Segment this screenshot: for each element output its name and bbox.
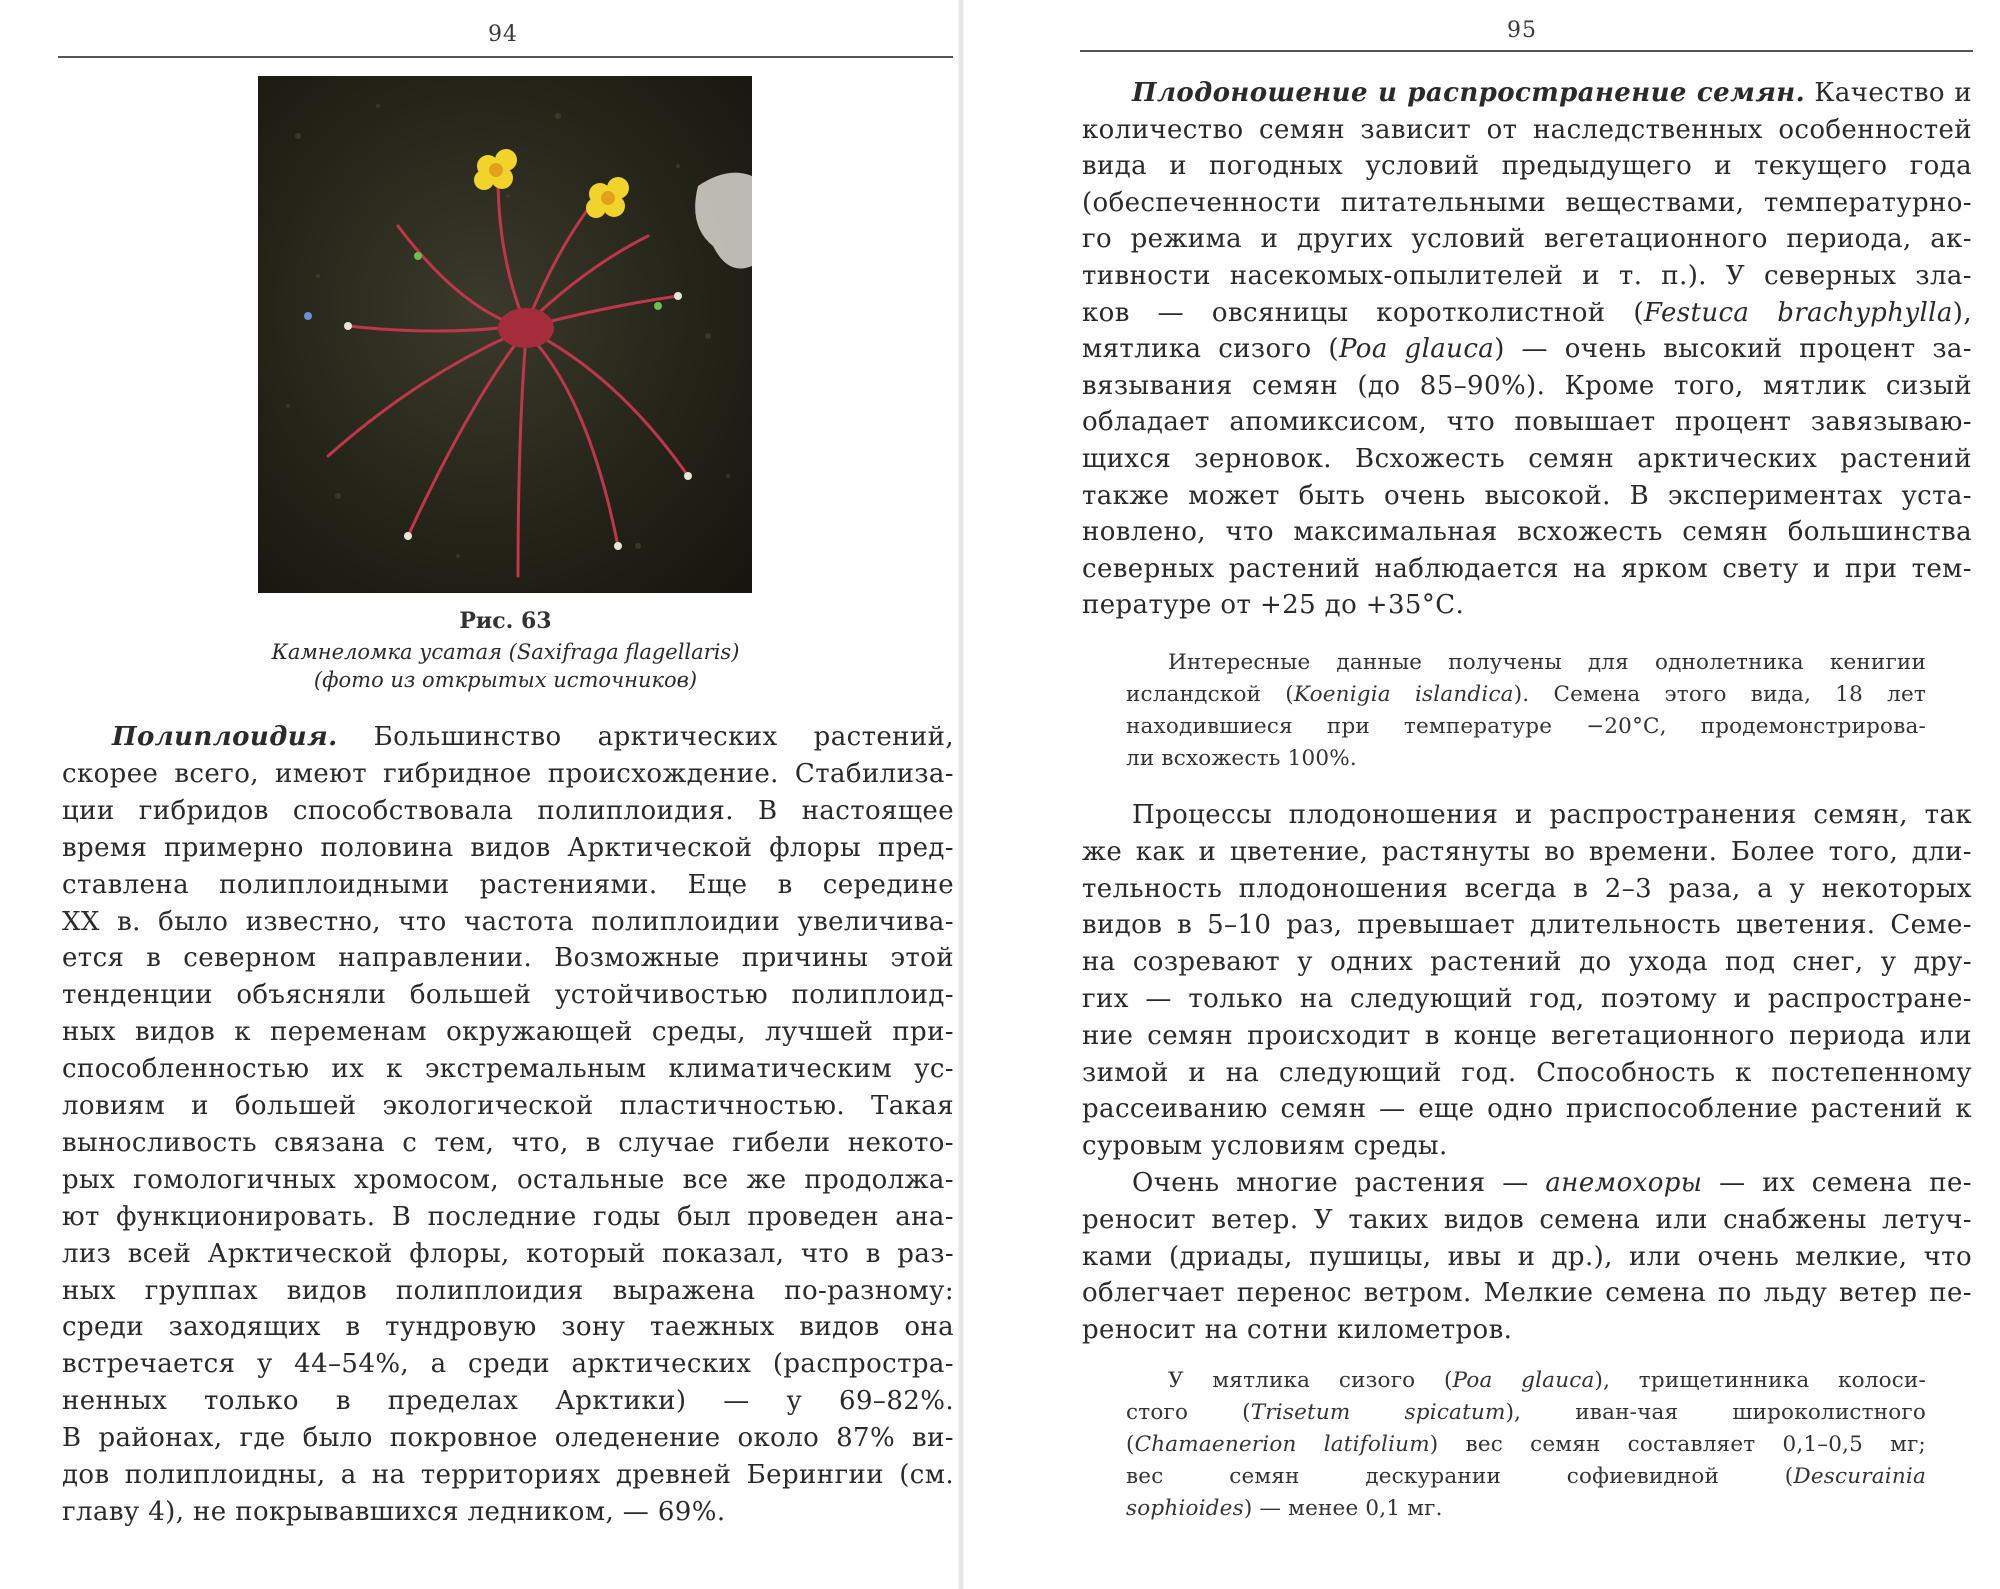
text-run: ) — очень высокий процент за- (1494, 334, 1972, 365)
seed-dispersal-paragraph-line (1082, 1021, 1972, 1051)
fruiting-paragraph-line (1082, 444, 1972, 474)
polyploidy-paragraph-line (62, 1497, 954, 1527)
text-run: ных видов к переменам окружающей среды, лучшей при- (62, 1017, 954, 1048)
text-run: ( (1126, 1432, 1135, 1457)
text-run: скорее всего, имеют гибридное происхождение. Стабилиза- (62, 758, 954, 789)
polyploidy-paragraph-line (62, 1128, 954, 1158)
latin-term: Festuca brachyphylla (1643, 297, 1953, 328)
text-run: ется в северном направлении. Возможные причины этой (62, 943, 954, 974)
caption-prefix: Камнеломка усатая ( (271, 640, 517, 664)
caption-latin: Saxifraga flagellaris (516, 640, 732, 664)
text-run: рассеиванию семян — еще одно приспособление растений к (1082, 1094, 1972, 1125)
fruiting-paragraph-line (1082, 115, 1972, 145)
anemochory-paragraph-line (1082, 1315, 1972, 1345)
polyploidy-paragraph-line (62, 833, 954, 863)
text-run: лиз всей Арктической флоры, который показал, что в раз- (62, 1238, 954, 1269)
koenigia-note-line (1126, 714, 1926, 739)
text-run: ) — менее 0,1 мг. (1243, 1496, 1443, 1521)
seed-dispersal-paragraph-line (1132, 800, 1972, 830)
seed-dispersal-paragraph-line (1082, 1131, 1972, 1161)
text-run: тивности насекомых-опылителей и т. п.). У северных зла- (1082, 261, 1972, 291)
seed-weight-note-line (1126, 1400, 1926, 1425)
anemochory-paragraph-line (1082, 1205, 1972, 1235)
anemochory-paragraph-line (1132, 1168, 1972, 1198)
polyploidy-paragraph-line (62, 759, 954, 789)
text-run: ками (дриады, пушицы, ивы и др.), или очень мелкие, что (1082, 1241, 1972, 1272)
fruiting-paragraph-line (1082, 334, 1972, 364)
polyploidy-paragraph-line (62, 1312, 954, 1342)
figure-credit: (фото из открытых источников) (313, 668, 698, 692)
header-rule-right (1080, 50, 1973, 52)
text-run: вес семян дескурании софиевидной ( (1126, 1464, 1794, 1489)
text-run: исландской ( (1126, 682, 1294, 707)
header-rule-left (58, 56, 953, 58)
text-run: реносит ветер. У таких видов семена или снабжены летуч- (1082, 1204, 1972, 1235)
fruiting-paragraph-line (1082, 554, 1972, 584)
fruiting-paragraph-line (1082, 188, 1972, 218)
fruiting-paragraph-line (1082, 151, 1972, 181)
page-number-right: 95 (1507, 18, 1537, 43)
polyploidy-paragraph-line (62, 1423, 954, 1453)
run-in-heading: Плодоношение и распространение семян. (1132, 78, 1806, 108)
text-run: реносит на сотни километров. (1082, 1315, 1513, 1346)
koenigia-note-line (1168, 650, 1926, 675)
text-run: новлено, что максимальная всхожесть семян большинства (1082, 517, 1972, 548)
latin-term: Trisetum spicatum (1250, 1400, 1506, 1425)
text-run: щихся зерновок. Всхожесть семян арктических растений (1082, 444, 1972, 474)
polyploidy-paragraph-line (62, 907, 954, 937)
text-run: тельность плодоношения всегда в 2–3 раза, а у некоторых (1082, 873, 1972, 904)
text-run: количество семян зависит от наследственных особенностей (1082, 114, 1972, 145)
text-run: XX в. было известно, что частота полиплоидии увеличива- (62, 906, 954, 937)
polyploidy-paragraph-line (62, 1386, 954, 1416)
figure-caption (58, 640, 953, 664)
text-run: обладает апомиксисом, что повышает процент завязываю- (1082, 407, 1972, 438)
latin-term: Koenigia islandica (1293, 682, 1514, 707)
polyploidy-paragraph-line (62, 1460, 954, 1490)
polyploidy-paragraph-line (62, 1054, 954, 1084)
text-run: У мятлика сизого ( (1168, 1368, 1453, 1393)
text-run: же как и цветение, растянуты во времени. Более того, дли- (1082, 836, 1972, 867)
seed-weight-note-line (1126, 1496, 1926, 1521)
text-run: встречается у 44–54%, а среди арктических (распростра- (62, 1349, 954, 1380)
text-run: ние семян происходит в конце вегетационного периода или (1082, 1020, 1972, 1051)
polyploidy-paragraph-line (62, 1017, 954, 1047)
text-run: мятлика сизого ( (1082, 334, 1339, 365)
latin-term: анемохоры (1545, 1168, 1703, 1198)
text-run: северных растений наблюдается на ярком свету и при тем- (1082, 553, 1972, 584)
seed-weight-note-line (1126, 1432, 1926, 1457)
polyploidy-paragraph-line (112, 722, 954, 752)
caption-suffix: ) (731, 640, 740, 664)
text-run: способленностью их к экстремальным климатическим ус- (62, 1054, 954, 1085)
text-run: среди заходящих в тундровую зону таежных видов она (62, 1312, 954, 1343)
page-number-left: 94 (488, 22, 518, 47)
text-run: дов полиплоидны, а на территориях древней Берингии (см. (62, 1460, 954, 1490)
seed-dispersal-paragraph-line (1082, 874, 1972, 904)
text-run: стого ( (1126, 1400, 1251, 1425)
koenigia-note-line (1126, 682, 1926, 707)
book-spine (958, 0, 964, 1589)
latin-term: sophioides (1126, 1496, 1244, 1521)
plant-illustration (258, 76, 752, 593)
text-run: рых гомологичных хромосом, остальные все же продолжа- (62, 1164, 954, 1195)
fruiting-paragraph-line (1082, 371, 1972, 401)
fruiting-paragraph-line (1082, 407, 1972, 437)
text-run: Интересные данные получены для однолетника кенигии (1168, 650, 1926, 675)
seed-dispersal-paragraph-line (1082, 984, 1972, 1014)
fruiting-paragraph-line (1082, 517, 1972, 547)
fruiting-paragraph-line (1132, 78, 1972, 108)
text-run: ции гибридов способствовала полиплоидия. В настоящее (62, 795, 954, 826)
seed-dispersal-paragraph-line (1082, 910, 1972, 940)
seed-dispersal-paragraph-line (1082, 947, 1972, 977)
polyploidy-paragraph-line (62, 1276, 954, 1306)
text-run: ют функционировать. В последние годы был проведен ана- (62, 1201, 954, 1232)
polyploidy-paragraph-line (62, 870, 954, 900)
seed-weight-note-line (1126, 1464, 1926, 1489)
text-run: ных группах видов полиплоидия выражена по-разному: (62, 1275, 954, 1306)
seed-dispersal-paragraph-line (1082, 837, 1972, 867)
fruiting-paragraph-line (1082, 261, 1972, 291)
seed-dispersal-paragraph-line (1082, 1058, 1972, 1088)
koenigia-note-line (1126, 746, 1926, 771)
text-run: время примерно половина видов Арктической флоры пред- (62, 832, 954, 863)
fruiting-paragraph-line (1082, 590, 1972, 620)
text-run: ), трищетинника колоси- (1594, 1368, 1926, 1393)
text-run: главу 4), не покрывавшихся ледником, — 69%. (62, 1496, 726, 1527)
text-run: ) вес семян составляет 0,1–0,5 мг; (1429, 1432, 1926, 1457)
text-run: облегчает перенос ветром. Мелкие семена по льду ветер пе- (1082, 1278, 1972, 1309)
run-in-heading: Полиплоидия. (112, 722, 338, 752)
text-run: (обеспеченности питательными веществами, температурно- (1082, 187, 1972, 218)
polyploidy-paragraph-line (62, 1091, 954, 1121)
fruiting-paragraph-line (1082, 224, 1972, 254)
text-run: — их семена пе- (1702, 1168, 1972, 1198)
latin-term: Poa glauca (1338, 334, 1495, 365)
polyploidy-paragraph-line (62, 980, 954, 1010)
fruiting-paragraph-line (1082, 481, 1972, 511)
text-run: суровым условиям среды. (1082, 1131, 1448, 1162)
latin-term: Descurainia (1793, 1464, 1926, 1489)
seed-weight-note-line (1168, 1368, 1926, 1393)
text-run: Очень многие растения — (1132, 1168, 1546, 1198)
text-run: ненных только в пределах Арктики) — у 69–82%. (62, 1386, 954, 1417)
text-run: вязывания семян (до 85–90%). Кроме того, мятлик сизый (1082, 370, 1972, 401)
text-run: зимой и на следующий год. Способность к постепенному (1082, 1057, 1972, 1088)
text-run: Большинство арктических растений, (337, 722, 954, 752)
polyploidy-paragraph-line (62, 1349, 954, 1379)
text-run: пературе от +25 до +35°С. (1082, 590, 1465, 621)
text-run: В районах, где было покровное оледенение около 87% ви- (62, 1423, 954, 1454)
text-run: находившиеся при температуре −20°С, продемонстрирова- (1126, 714, 1926, 739)
anemochory-paragraph-line (1082, 1242, 1972, 1272)
polyploidy-paragraph-line (62, 1202, 954, 1232)
text-run: ), (1952, 297, 1972, 328)
text-run: выносливость связана с тем, что, в случае гибели некото- (62, 1127, 954, 1158)
text-run: вида и погодных условий предыдущего и текущего года (1082, 151, 1972, 182)
text-run: ли всхожесть 100%. (1126, 746, 1357, 771)
figure-number: Рис. 63 (459, 608, 552, 634)
seed-dispersal-paragraph-line (1082, 1094, 1972, 1124)
text-run: ). Семена этого вида, 18 лет (1513, 682, 1926, 707)
polyploidy-paragraph-line (62, 1165, 954, 1195)
figure-photo (258, 76, 752, 593)
anemochory-paragraph-line (1082, 1278, 1972, 1308)
text-run: го режима и других условий вегетационного периода, ак- (1082, 224, 1972, 255)
text-run: Качество и (1805, 78, 1972, 108)
text-run: тенденции объясняли большей устойчивостью полиплоид- (62, 980, 954, 1011)
text-run: видов в 5–10 раз, превышает длительность цветения. Семе- (1082, 910, 1972, 941)
text-run: ), иван-чая широколистного (1505, 1400, 1926, 1425)
text-run: гих — только на следующий год, поэтому и распростране- (1082, 984, 1972, 1014)
text-run: также может быть очень высокой. В экспериментах уста- (1082, 480, 1972, 511)
latin-term: Poa glauca (1452, 1368, 1595, 1393)
polyploidy-paragraph-line (62, 1239, 954, 1269)
text-run: Процессы плодоношения и распространения семян, так (1132, 800, 1972, 830)
polyploidy-paragraph-line (62, 796, 954, 826)
text-run: на созревают у одних растений до ухода под снег, у дру- (1082, 947, 1972, 978)
text-run: ставлена полиплоидными растениями. Еще в середине (62, 869, 954, 900)
latin-term: Chamaenerion latifolium (1134, 1432, 1430, 1457)
text-run: ков — овсяницы коротколистной ( (1082, 297, 1644, 328)
polyploidy-paragraph-line (62, 943, 954, 973)
fruiting-paragraph-line (1082, 298, 1972, 328)
text-run: ловиям и большей экологической пластичностью. Такая (62, 1091, 954, 1121)
